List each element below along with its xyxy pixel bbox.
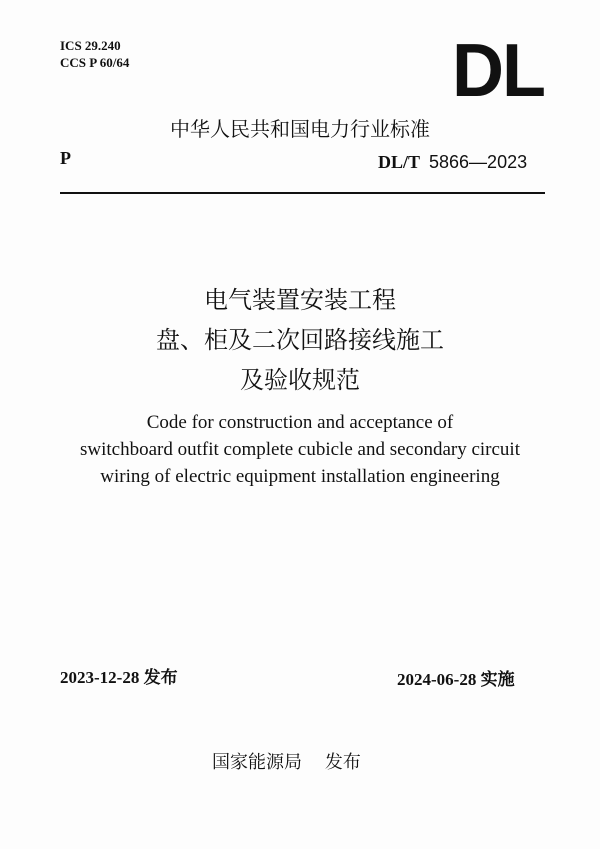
title-en-line: wiring of electric equipment installation engineering — [100, 466, 500, 487]
implementation-date — [397, 665, 515, 690]
title-cn-line: 及验收规范 — [240, 366, 360, 394]
header-divider — [60, 192, 545, 194]
title-en-line: Code for construction and acceptance of — [146, 412, 454, 433]
title-cn-line: 盘、柜及二次回路接线施工 — [156, 326, 444, 354]
issue-date — [60, 663, 178, 688]
issue-date-value: 2023-12-28 — [60, 668, 140, 687]
title-cn-line: 电气装置安装工程 — [204, 286, 396, 314]
standard-prefix: DL/T — [378, 152, 421, 172]
issue-label: 发布 — [143, 668, 178, 688]
dl-logo: DL — [452, 29, 544, 113]
publisher-name: 国家能源局 — [212, 752, 302, 773]
standard-code: 5866—2023 — [429, 152, 528, 172]
impl-label: 实施 — [480, 670, 515, 690]
category-heading: 中华人民共和国电力行业标准 — [170, 117, 430, 141]
ics-code: ICS 29.240 — [60, 38, 121, 53]
title-en-line: switchboard outfit complete cubicle and secondary circuit — [79, 439, 520, 460]
impl-date-value: 2024-06-28 — [397, 670, 477, 689]
publisher — [212, 748, 361, 774]
ccs-code: CCS P 60/64 — [60, 55, 130, 70]
publisher-label: 发布 — [324, 752, 361, 773]
standard-number — [378, 152, 527, 173]
class-letter: P — [60, 148, 71, 168]
